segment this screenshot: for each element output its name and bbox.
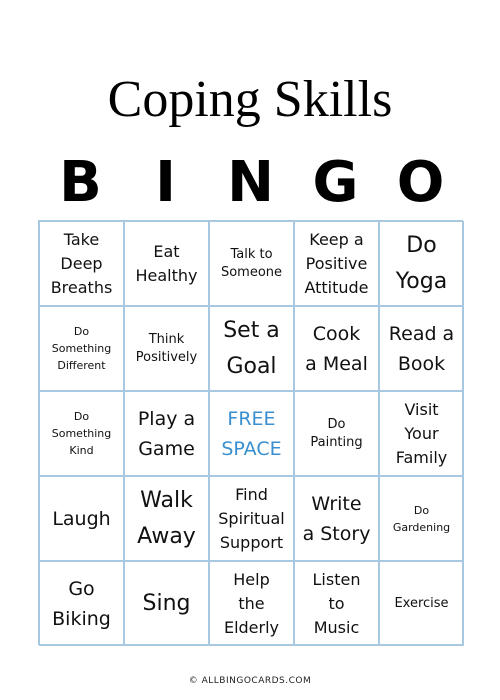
- bingo-cell: [39, 391, 124, 476]
- bingo-letter-o: O: [396, 150, 445, 215]
- bingo-cell-text: Exercise: [394, 595, 449, 611]
- bingo-cell-text: Laugh: [52, 507, 111, 530]
- bingo-cell: [209, 221, 294, 306]
- bingo-cell: [124, 221, 209, 306]
- bingo-letter-g: G: [312, 150, 359, 215]
- bingo-cell-text: Go Biking: [52, 577, 111, 630]
- bingo-cell-text: Do Yoga: [395, 232, 448, 294]
- bingo-cell: [294, 221, 379, 306]
- bingo-cell: [39, 306, 124, 391]
- bingo-cell-text: Do Something Different: [51, 325, 112, 372]
- bingo-cell-text: Do Painting: [310, 416, 363, 450]
- bingo-cell-text: Cook a Meal: [305, 322, 368, 375]
- card-title: Coping Skills: [107, 71, 393, 128]
- bingo-cell: [294, 476, 379, 561]
- bingo-cell-text: Keep a Positive Attitude: [304, 229, 369, 297]
- bingo-cell: [209, 561, 294, 646]
- bingo-cell: [294, 306, 379, 391]
- bingo-letter-n: N: [227, 150, 274, 215]
- bingo-cell-text: Visit Your Family: [395, 399, 448, 467]
- bingo-cell: [39, 561, 124, 646]
- bingo-cell: [379, 221, 464, 306]
- copyright-footer: © ALLBINGOCARDS.COM: [188, 676, 312, 686]
- bingo-cell: [209, 306, 294, 391]
- bingo-cell-text: Think Positively: [135, 331, 198, 365]
- bingo-cell-text: Set a Goal: [223, 317, 280, 379]
- bingo-cell-text: Play a Game: [137, 407, 196, 460]
- bingo-letter-b: B: [59, 150, 102, 215]
- bingo-cell: [379, 306, 464, 391]
- bingo-cell-text: Find Spiritual Support: [218, 484, 285, 552]
- bingo-cell: [39, 221, 124, 306]
- free-space-cell: [209, 391, 294, 476]
- bingo-letter-i: I: [155, 150, 176, 215]
- bingo-cell: [124, 476, 209, 561]
- bingo-cell: [209, 476, 294, 561]
- bingo-cell-text: Read a Book: [388, 322, 455, 375]
- bingo-cell: [379, 561, 464, 646]
- bingo-grid: [38, 220, 463, 645]
- bingo-cell: [124, 391, 209, 476]
- bingo-cell-text: Walk Away: [137, 487, 196, 549]
- bingo-cell-text: Take Deep Breaths: [50, 229, 113, 297]
- bingo-cell-text: Do Something Kind: [51, 410, 112, 457]
- bingo-cell: [124, 306, 209, 391]
- bingo-cell: [124, 561, 209, 646]
- bingo-header: [38, 148, 463, 218]
- bingo-cell: [379, 476, 464, 561]
- bingo-cell: [294, 391, 379, 476]
- bingo-cell-text: Eat Healthy: [135, 241, 198, 285]
- bingo-cell-text: Sing: [142, 590, 191, 616]
- bingo-cell-text: FREE SPACE: [221, 407, 282, 460]
- bingo-cell-text: Do Gardening: [392, 503, 451, 534]
- bingo-cell-text: Listen to Music: [312, 569, 361, 637]
- bingo-cell-text: Talk to Someone: [220, 246, 283, 280]
- bingo-cell: [39, 476, 124, 561]
- bingo-cell-text: Write a Story: [302, 492, 371, 545]
- bingo-cell: [379, 391, 464, 476]
- bingo-cell-text: Help the Elderly: [223, 569, 280, 637]
- bingo-cell: [294, 561, 379, 646]
